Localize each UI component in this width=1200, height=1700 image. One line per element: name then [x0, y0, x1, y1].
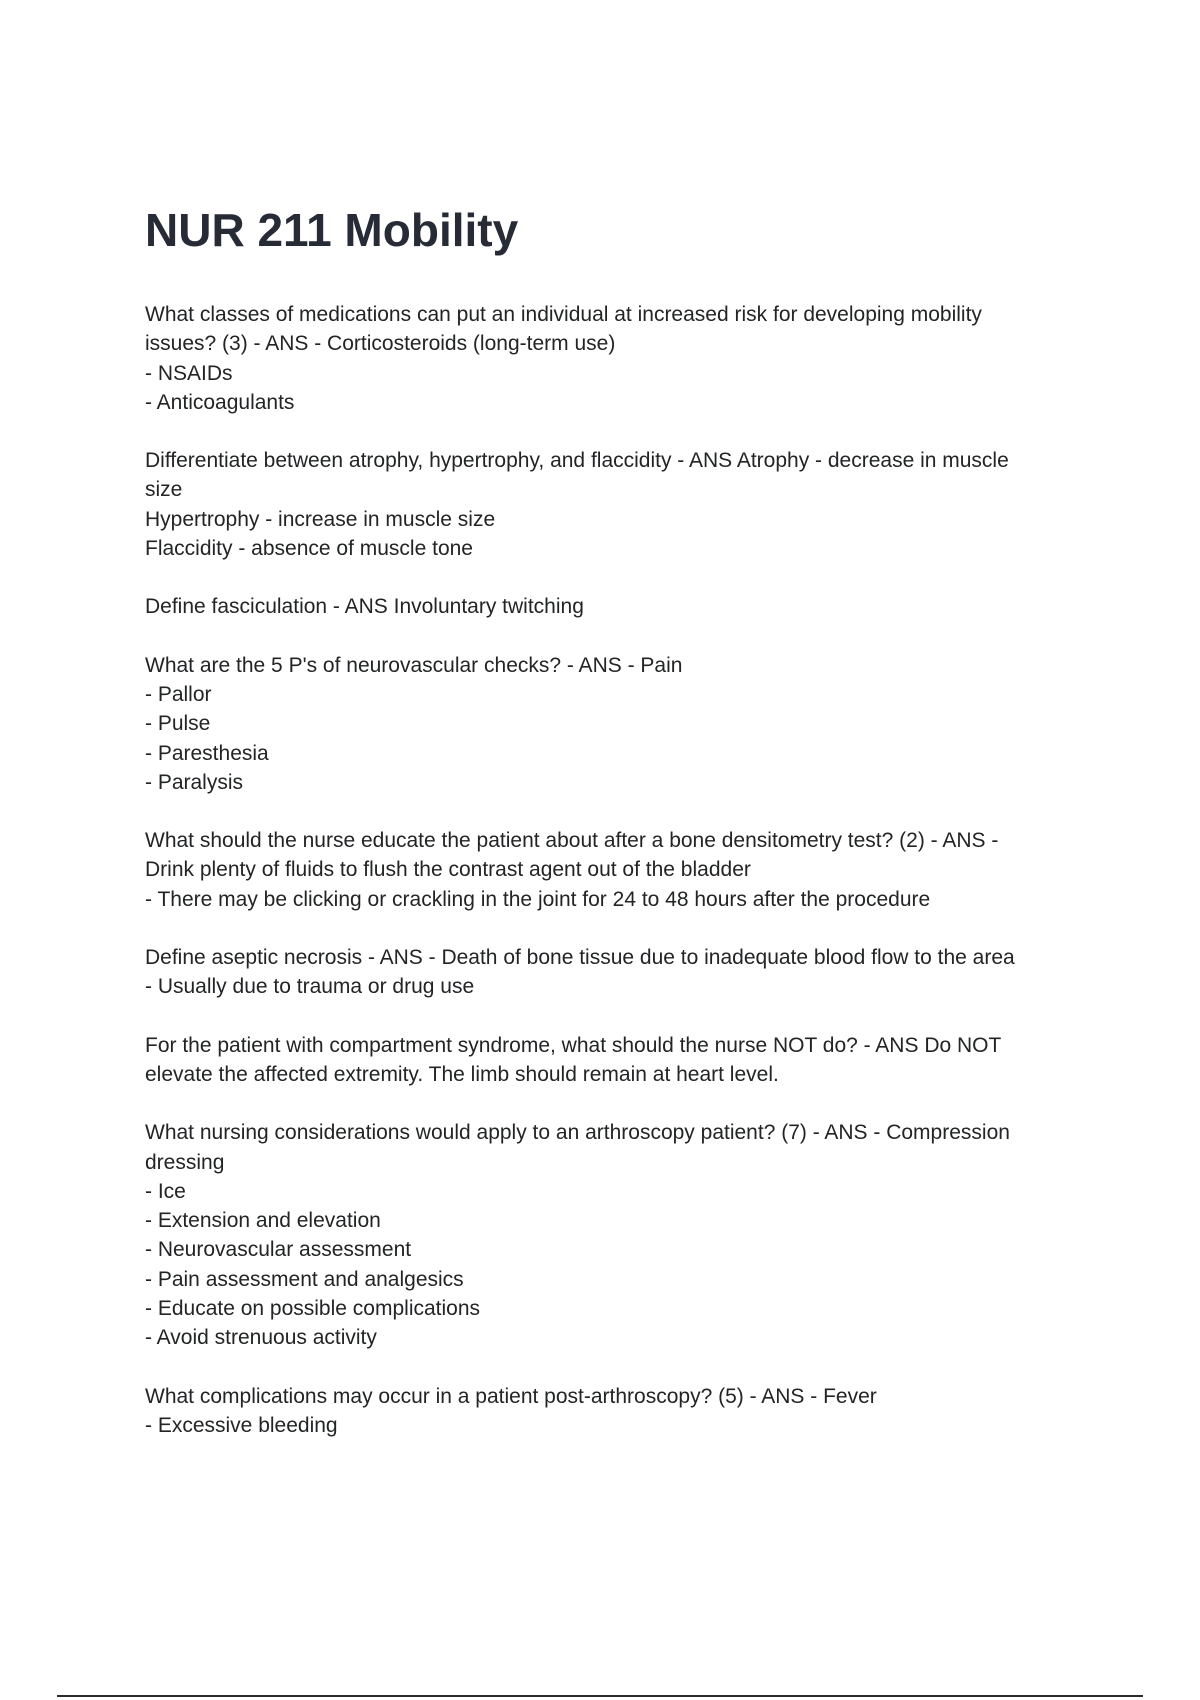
qa-line: - Paralysis: [145, 770, 244, 794]
qa-line: issues? (3) - ANS - Corticosteroids (long-term use): [145, 332, 616, 356]
qa-line: - Ice: [145, 1179, 186, 1203]
qa-item: [145, 943, 1075, 1002]
qa-item: [145, 651, 1075, 797]
qa-line: - Pallor: [145, 682, 212, 706]
qa-line: - Anticoagulants: [145, 390, 295, 414]
qa-line: Flaccidity - absence of muscle tone: [145, 537, 473, 561]
qa-item: [145, 1382, 1075, 1441]
qa-line: - Educate on possible complications: [145, 1297, 481, 1321]
qa-line: elevate the affected extremity. The limb should remain at heart level.: [145, 1062, 779, 1086]
qa-line: For the patient with compartment syndrome, what should the nurse NOT do? - ANS Do NOT: [145, 1033, 1002, 1057]
qa-line: - There may be clicking or crackling in the joint for 24 to 48 hours after the procedure: [145, 887, 931, 911]
qa-line: Drink plenty of fluids to flush the contrast agent out of the bladder: [145, 858, 751, 882]
qa-line: - Paresthesia: [145, 741, 269, 765]
qa-line: - Excessive bleeding: [145, 1413, 338, 1437]
qa-line: - NSAIDs: [145, 361, 233, 385]
qa-item: [145, 446, 1075, 563]
qa-line: What are the 5 P's of neurovascular checks? - ANS - Pain: [145, 653, 683, 677]
qa-line: What should the nurse educate the patient about after a bone densitometry test? (2) - ANS -: [145, 829, 999, 853]
qa-item: [145, 300, 1075, 417]
qa-item: [145, 826, 1075, 914]
qa-line: Define aseptic necrosis - ANS - Death of bone tissue due to inadequate blood flow to the area: [145, 946, 1015, 970]
qa-line: - Usually due to trauma or drug use: [145, 975, 475, 999]
qa-line: What classes of medications can put an individual at increased risk for developing mobility: [145, 303, 982, 326]
page-title: NUR 211 Mobility: [145, 204, 519, 256]
qa-line: - Pulse: [145, 712, 211, 736]
qa-line: - Extension and elevation: [145, 1209, 381, 1233]
qa-line: - Neurovascular assessment: [145, 1238, 412, 1262]
qa-line: What nursing considerations would apply to an arthroscopy patient? (7) - ANS - Compression: [145, 1121, 1010, 1145]
qa-line: Hypertrophy - increase in muscle size: [145, 507, 496, 531]
qa-item: [145, 592, 1075, 621]
qa-line: dressing: [145, 1150, 225, 1174]
qa-line: - Pain assessment and analgesics: [145, 1267, 464, 1291]
qa-item: [145, 1031, 1075, 1090]
qa-item: [145, 1118, 1075, 1352]
qa-line: size: [145, 478, 183, 502]
qa-line: Define fasciculation - ANS Involuntary twitching: [145, 595, 584, 619]
qa-line: What complications may occur in a patient post-arthroscopy? (5) - ANS - Fever: [145, 1384, 877, 1408]
qa-line: - Avoid strenuous activity: [145, 1326, 377, 1350]
qa-list: [145, 300, 1075, 1469]
qa-line: Differentiate between atrophy, hypertrophy, and flaccidity - ANS Atrophy - decrease in muscle: [145, 449, 1009, 473]
footer-divider: [57, 1695, 1143, 1697]
